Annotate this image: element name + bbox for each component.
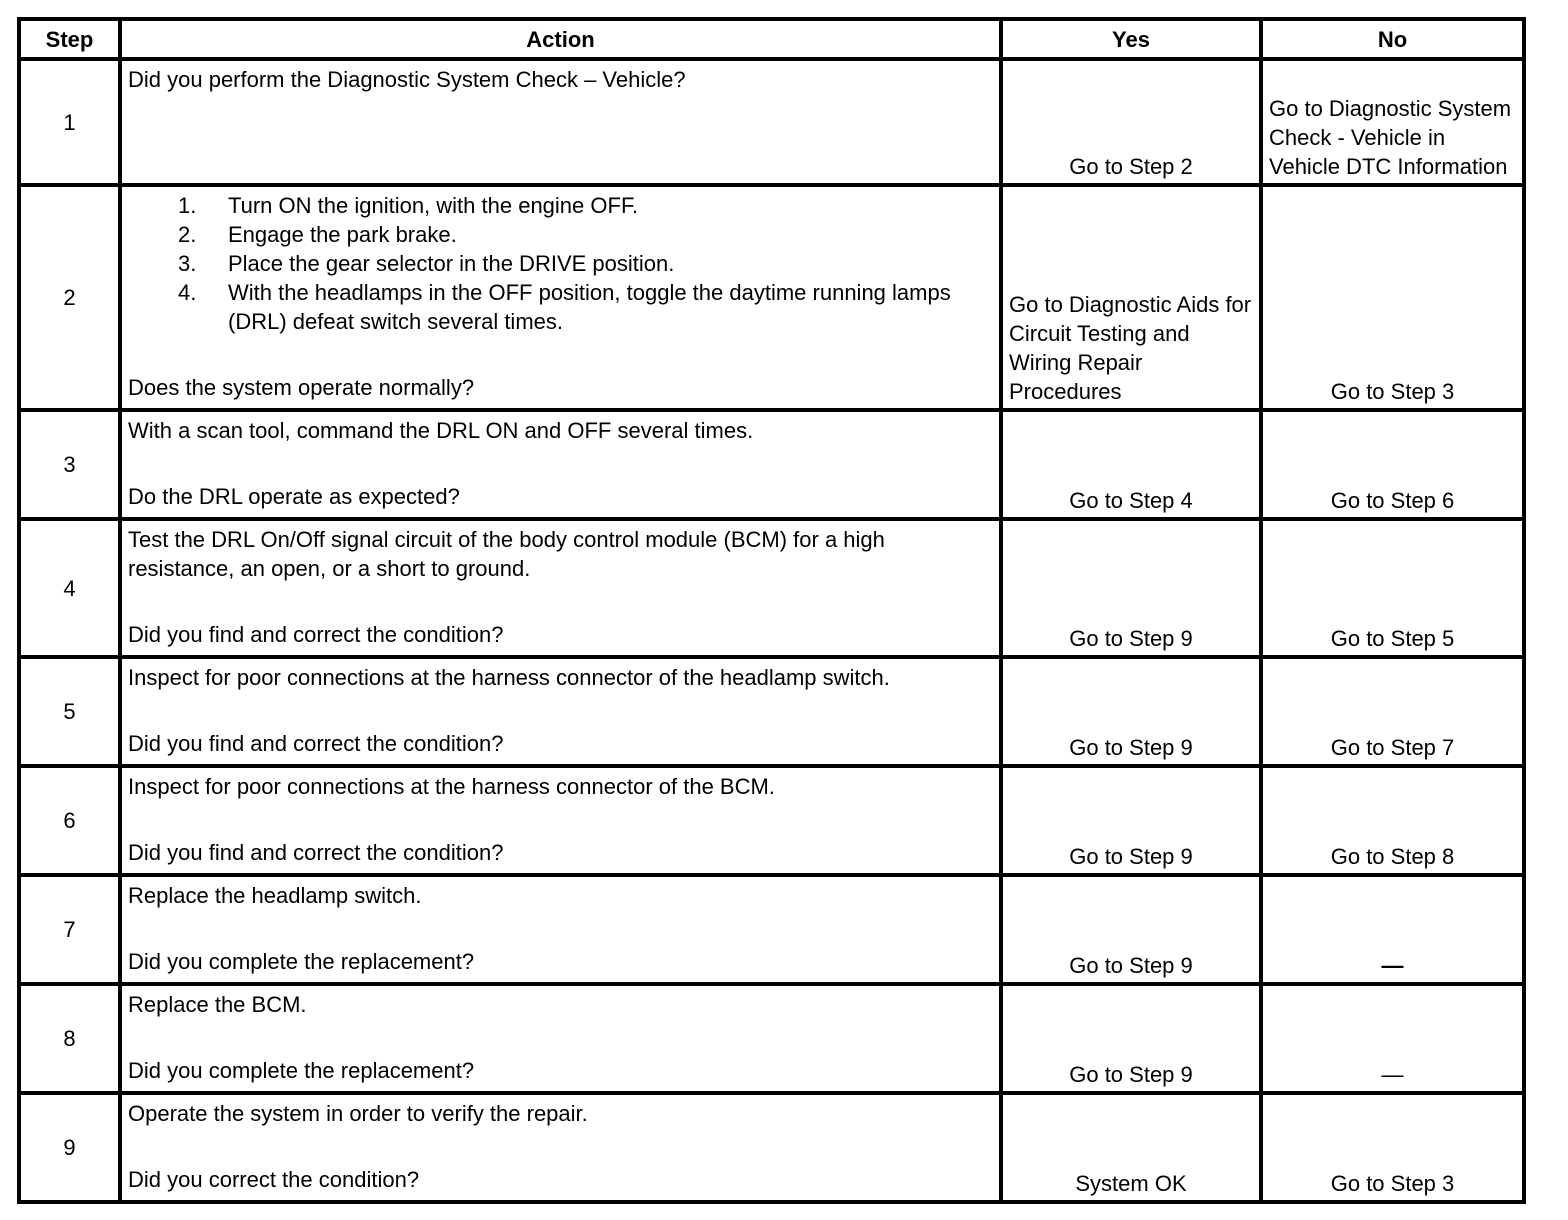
no-result: Go to Step 6 <box>1330 488 1455 513</box>
step-number: 2 <box>19 185 120 410</box>
list-text: Engage the park brake. <box>228 222 457 247</box>
yes-cell <box>1001 59 1261 185</box>
no-cell <box>1261 185 1524 410</box>
yes-result: Go to Step 9 <box>1069 1062 1193 1087</box>
list-item <box>178 220 993 249</box>
step-number: 6 <box>19 766 120 875</box>
yes-result: Go to Step 9 <box>1069 844 1193 869</box>
no-cell <box>1261 59 1524 185</box>
no-cell <box>1261 410 1524 519</box>
action-text: Inspect for poor connections at the harness connector of the BCM. <box>128 774 775 799</box>
table-row <box>19 1093 1524 1202</box>
yes-result: Go to Step 9 <box>1069 626 1193 651</box>
step-number: 1 <box>19 59 120 185</box>
list-item <box>178 249 993 278</box>
list-text: Place the gear selector in the DRIVE position. <box>228 251 675 276</box>
table-row <box>19 766 1524 875</box>
table-row <box>19 185 1524 410</box>
yes-result: Go to Step 9 <box>1069 953 1193 978</box>
action-cell <box>120 185 1001 410</box>
table-row <box>19 984 1524 1093</box>
list-number: 4. <box>178 280 197 305</box>
header-step: Step <box>19 19 120 59</box>
list-item <box>178 278 993 336</box>
no-result: — <box>1381 953 1404 978</box>
action-question: Did you find and correct the condition? <box>128 622 504 647</box>
no-cell <box>1261 657 1524 766</box>
action-cell <box>120 766 1001 875</box>
list-item <box>178 191 993 220</box>
header-action: Action <box>120 19 1001 59</box>
step-number: 7 <box>19 875 120 984</box>
action-text: Operate the system in order to verify the repair. <box>128 1101 588 1126</box>
list-number: 1. <box>178 193 197 218</box>
action-question: Did you complete the replacement? <box>128 949 475 974</box>
yes-result: Go to Diagnostic Aids for Circuit Testing and Wiring Repair Procedures <box>1009 292 1252 404</box>
yes-cell <box>1001 766 1261 875</box>
table-row <box>19 875 1524 984</box>
yes-result: Go to Step 2 <box>1069 154 1193 179</box>
action-cell <box>120 1093 1001 1202</box>
yes-result: System OK <box>1075 1171 1187 1196</box>
list-number: 2. <box>178 222 197 247</box>
action-text: Test the DRL On/Off signal circuit of the body control module (BCM) for a high resistance, an open, or a short to ground. <box>128 527 885 581</box>
action-text: Replace the headlamp switch. <box>128 883 422 908</box>
header-no: No <box>1261 19 1524 59</box>
action-text: Did you perform the Diagnostic System Check – Vehicle? <box>128 67 686 92</box>
action-cell <box>120 519 1001 657</box>
action-text: With a scan tool, command the DRL ON and OFF several times. <box>128 418 754 443</box>
no-cell <box>1261 766 1524 875</box>
yes-cell <box>1001 410 1261 519</box>
yes-cell <box>1001 1093 1261 1202</box>
yes-cell <box>1001 185 1261 410</box>
action-cell <box>120 984 1001 1093</box>
table-row <box>19 410 1524 519</box>
step-number: 3 <box>19 410 120 519</box>
header-yes: Yes <box>1001 19 1261 59</box>
yes-cell <box>1001 875 1261 984</box>
action-question: Did you correct the condition? <box>128 1167 420 1192</box>
yes-cell <box>1001 657 1261 766</box>
table-row <box>19 59 1524 185</box>
header-row <box>19 19 1524 59</box>
no-cell <box>1261 1093 1524 1202</box>
action-question: Do the DRL operate as expected? <box>128 484 460 509</box>
action-question: Does the system operate normally? <box>128 375 475 400</box>
yes-cell <box>1001 984 1261 1093</box>
diagnostic-table <box>17 17 1526 1204</box>
yes-result: Go to Step 4 <box>1069 488 1193 513</box>
no-cell <box>1261 984 1524 1093</box>
action-cell <box>120 657 1001 766</box>
table-row <box>19 519 1524 657</box>
yes-cell <box>1001 519 1261 657</box>
no-result: Go to Step 8 <box>1330 844 1455 869</box>
list-text: With the headlamps in the OFF position, toggle the daytime running lamps (DRL) defeat switch several times. <box>228 280 951 334</box>
action-question: Did you find and correct the condition? <box>128 840 504 865</box>
action-question: Did you find and correct the condition? <box>128 731 504 756</box>
list-text: Turn ON the ignition, with the engine OFF. <box>228 193 639 218</box>
action-cell <box>120 410 1001 519</box>
no-result: Go to Diagnostic System Check - Vehicle in Vehicle DTC Information <box>1269 96 1512 179</box>
no-cell <box>1261 875 1524 984</box>
step-number: 8 <box>19 984 120 1093</box>
no-cell <box>1261 519 1524 657</box>
yes-result: Go to Step 9 <box>1069 735 1193 760</box>
step-number: 4 <box>19 519 120 657</box>
no-result: Go to Step 5 <box>1330 626 1455 651</box>
no-result: — <box>1381 1062 1404 1087</box>
action-steps-list <box>128 191 993 336</box>
action-text: Replace the BCM. <box>128 992 307 1017</box>
no-result: Go to Step 3 <box>1330 379 1455 404</box>
action-cell <box>120 875 1001 984</box>
step-number: 5 <box>19 657 120 766</box>
step-number: 9 <box>19 1093 120 1202</box>
table-row <box>19 657 1524 766</box>
action-text: Inspect for poor connections at the harness connector of the headlamp switch. <box>128 665 890 690</box>
no-result: Go to Step 7 <box>1330 735 1455 760</box>
action-cell <box>120 59 1001 185</box>
no-result: Go to Step 3 <box>1330 1171 1455 1196</box>
list-number: 3. <box>178 251 197 276</box>
action-question: Did you complete the replacement? <box>128 1058 475 1083</box>
